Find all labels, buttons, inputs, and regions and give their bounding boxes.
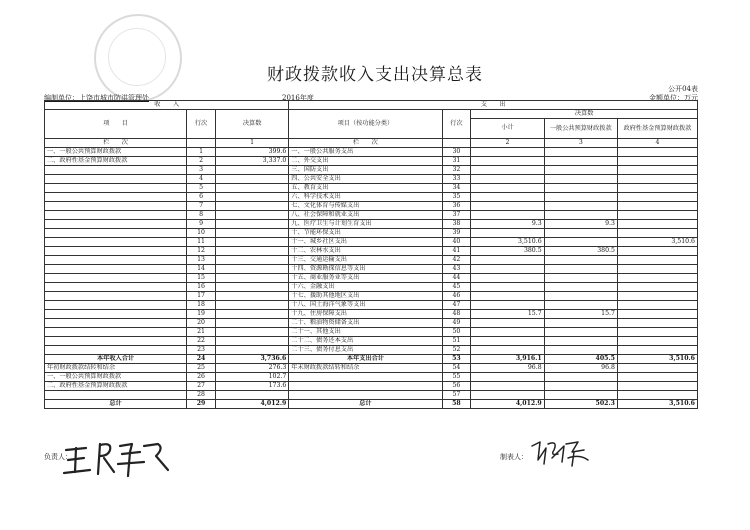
expenditure-line-no-cell: 45	[442, 283, 471, 292]
expenditure-subtotal-cell	[471, 202, 544, 211]
income-line-no-cell: 1	[187, 148, 216, 157]
income-amount-cell	[215, 166, 288, 175]
income-line-no-cell: 23	[187, 346, 216, 355]
expenditure-subtotal-cell	[471, 274, 544, 283]
income-item-header: 项 目	[45, 110, 187, 139]
table-row	[45, 328, 698, 337]
expenditure-line-no-cell: 51	[442, 337, 471, 346]
expenditure-fund-budget-cell	[617, 148, 697, 157]
expenditure-item-cell: 四、公共安全支出	[289, 175, 442, 184]
expenditure-general-budget-cell	[544, 256, 617, 265]
expenditure-general-budget-cell	[544, 337, 617, 346]
summary-table	[44, 100, 698, 409]
income-item-cell: 年初财政拨款结转和结余	[45, 364, 187, 373]
income-amount-cell	[215, 256, 288, 265]
income-amount-cell: 399.6	[215, 148, 288, 157]
expenditure-item-header: 项目（按功能分类）	[289, 110, 442, 139]
expenditure-line-no-cell: 36	[442, 202, 471, 211]
expenditure-fund-budget-cell	[617, 328, 697, 337]
expenditure-line-no-cell: 48	[442, 310, 471, 319]
income-item-cell: 本年收入合计	[45, 355, 187, 364]
income-amount-cell	[215, 283, 288, 292]
expenditure-fund-budget-cell	[617, 283, 697, 292]
table-row	[45, 166, 698, 175]
expenditure-final-amount-header: 决算数	[471, 110, 698, 119]
expenditure-line-no-cell: 54	[442, 364, 471, 373]
official-seal-stamp	[94, 14, 182, 102]
income-item-cell: 二、政府性基金预算财政拨款	[45, 382, 187, 391]
table-row	[45, 274, 698, 283]
income-amount-cell	[215, 274, 288, 283]
income-item-cell	[45, 229, 187, 238]
income-item-cell	[45, 346, 187, 355]
expenditure-line-no-cell: 37	[442, 211, 471, 220]
expenditure-general-budget-cell	[544, 292, 617, 301]
income-item-cell: 一、一般公共预算财政拨款	[45, 148, 187, 157]
expenditure-line-no-cell: 42	[442, 256, 471, 265]
compiling-unit: 编制单位：上饶市城市防洪管理处	[44, 94, 149, 102]
fiscal-year: 2016年度	[282, 94, 314, 102]
expenditure-fund-budget-cell	[617, 184, 697, 193]
expenditure-general-budget-cell	[544, 346, 617, 355]
expenditure-subtotal-cell	[471, 184, 544, 193]
expenditure-fund-budget-cell	[617, 292, 697, 301]
expenditure-item-cell: 十二、农林水支出	[289, 247, 442, 256]
table-row	[45, 319, 698, 328]
income-line-no-cell: 4	[187, 175, 216, 184]
expenditure-item-cell: 三、国防支出	[289, 166, 442, 175]
expenditure-line-no-cell: 53	[442, 355, 471, 364]
expenditure-item-cell: 五、教育支出	[289, 184, 442, 193]
expenditure-general-budget-cell	[544, 229, 617, 238]
expenditure-general-budget-cell	[544, 202, 617, 211]
table-row	[45, 193, 698, 202]
expenditure-fund-budget-cell	[617, 256, 697, 265]
expenditure-fund-budget-cell	[617, 391, 697, 400]
income-line-no-cell: 26	[187, 373, 216, 382]
income-amount-cell: 102.7	[215, 373, 288, 382]
income-line-no-cell: 17	[187, 292, 216, 301]
income-item-cell	[45, 175, 187, 184]
income-line-no-cell: 16	[187, 283, 216, 292]
income-line-no-cell: 8	[187, 211, 216, 220]
expenditure-line-no-cell: 35	[442, 193, 471, 202]
expenditure-line-no-cell: 40	[442, 238, 471, 247]
income-line-no-cell: 13	[187, 256, 216, 265]
expenditure-subtotal-cell	[471, 391, 544, 400]
document-title: 财政拨款收入支出决算总表	[267, 65, 483, 85]
subtotal-header: 小计	[471, 119, 544, 139]
income-line-no-cell: 25	[187, 364, 216, 373]
expenditure-fund-budget-cell	[617, 310, 697, 319]
income-amount-cell: 173.6	[215, 382, 288, 391]
expenditure-fund-budget-cell	[617, 247, 697, 256]
expenditure-general-budget-cell	[544, 238, 617, 247]
income-amount-cell	[215, 346, 288, 355]
income-line-no-cell: 11	[187, 238, 216, 247]
income-amount-cell	[215, 220, 288, 229]
table-row	[45, 184, 698, 193]
expenditure-item-cell: 十四、资源勘探信息等支出	[289, 265, 442, 274]
expenditure-general-budget-cell	[544, 274, 617, 283]
column-number-2: 2	[471, 139, 544, 148]
expenditure-fund-budget-cell: 3,510.6	[617, 400, 697, 409]
expenditure-line-no-cell: 34	[442, 184, 471, 193]
expenditure-general-budget-cell	[544, 382, 617, 391]
expenditure-line-no-cell: 57	[442, 391, 471, 400]
table-row	[45, 202, 698, 211]
income-amount-cell	[215, 265, 288, 274]
responsible-person-label: 负责人：	[44, 453, 72, 461]
income-item-cell: 总计	[45, 400, 187, 409]
expenditure-subtotal-cell: 4,012.9	[471, 400, 544, 409]
expenditure-subtotal-cell	[471, 229, 544, 238]
expenditure-fund-budget-cell	[617, 274, 697, 283]
expenditure-line-no-cell: 52	[442, 346, 471, 355]
table-maker-signature	[528, 438, 592, 468]
expenditure-general-budget-cell	[544, 211, 617, 220]
expenditure-general-budget-cell	[544, 175, 617, 184]
table-row	[45, 238, 698, 247]
income-item-cell	[45, 166, 187, 175]
table-row	[45, 301, 698, 310]
table-maker-label: 制表人：	[500, 453, 528, 461]
expenditure-item-cell: 九、医疗卫生与计划生育支出	[289, 220, 442, 229]
income-amount-cell	[215, 211, 288, 220]
table-row	[45, 400, 698, 409]
expenditure-item-cell: 十七、援助其他地区支出	[289, 292, 442, 301]
expenditure-item-cell: 十九、住房保障支出	[289, 310, 442, 319]
table-row	[45, 364, 698, 373]
expenditure-general-budget-cell	[544, 193, 617, 202]
income-item-cell	[45, 328, 187, 337]
form-code: 公开04表	[668, 85, 698, 93]
income-amount-cell	[215, 193, 288, 202]
expenditure-subtotal-cell: 9.3	[471, 220, 544, 229]
expenditure-line-no-cell: 33	[442, 175, 471, 184]
expenditure-line-no-cell: 43	[442, 265, 471, 274]
income-item-cell	[45, 193, 187, 202]
income-amount-cell	[215, 184, 288, 193]
table-row	[45, 247, 698, 256]
table-row	[45, 355, 698, 364]
income-line-no-cell: 27	[187, 382, 216, 391]
table-row	[45, 265, 698, 274]
expenditure-subtotal-cell	[471, 211, 544, 220]
income-item-cell	[45, 256, 187, 265]
expenditure-item-cell: 一、一般公共服务支出	[289, 148, 442, 157]
income-amount-cell	[215, 319, 288, 328]
expenditure-line-no-cell: 32	[442, 166, 471, 175]
column-number-4: 4	[617, 139, 697, 148]
expenditure-general-budget-cell	[544, 328, 617, 337]
expenditure-fund-budget-cell	[617, 319, 697, 328]
expenditure-line-no-cell: 50	[442, 328, 471, 337]
income-item-cell	[45, 337, 187, 346]
expenditure-item-cell: 十八、国土海洋气象等支出	[289, 301, 442, 310]
expenditure-general-budget-cell	[544, 283, 617, 292]
income-item-cell	[45, 319, 187, 328]
expenditure-general-budget-cell	[544, 166, 617, 175]
income-line-no-cell: 15	[187, 274, 216, 283]
expenditure-item-cell: 二十三、债务付息支出	[289, 346, 442, 355]
expenditure-item-cell: 本年支出合计	[289, 355, 442, 364]
expenditure-subtotal-cell: 15.7	[471, 310, 544, 319]
expenditure-general-budget-cell: 96.8	[544, 364, 617, 373]
expenditure-line-no-cell: 41	[442, 247, 471, 256]
expenditure-subtotal-cell	[471, 301, 544, 310]
column-number-3: 3	[544, 139, 617, 148]
income-item-cell	[45, 265, 187, 274]
expenditure-item-cell: 年末财政拨款结转和结余	[289, 364, 442, 373]
expenditure-fund-budget-cell	[617, 301, 697, 310]
income-amount-cell	[215, 301, 288, 310]
expenditure-line-no-cell: 38	[442, 220, 471, 229]
expenditure-subtotal-cell: 96.8	[471, 364, 544, 373]
expenditure-item-cell: 六、科学技术支出	[289, 193, 442, 202]
expenditure-fund-budget-cell: 3,510.6	[617, 355, 697, 364]
expenditure-section-header: 支 出	[289, 101, 698, 110]
income-amount-cell: 4,012.9	[215, 400, 288, 409]
expenditure-line-no-cell: 44	[442, 274, 471, 283]
expenditure-general-budget-cell	[544, 319, 617, 328]
income-item-cell	[45, 283, 187, 292]
income-line-no-cell: 19	[187, 310, 216, 319]
expenditure-subtotal-cell	[471, 256, 544, 265]
income-section-header: 收 入	[45, 101, 289, 110]
income-line-no-cell: 3	[187, 166, 216, 175]
table-row	[45, 220, 698, 229]
expenditure-general-budget-cell	[544, 184, 617, 193]
income-item-cell	[45, 211, 187, 220]
expenditure-line-no-cell: 58	[442, 400, 471, 409]
income-final-amount-header: 决算数	[215, 110, 288, 139]
income-line-no-cell: 10	[187, 229, 216, 238]
expenditure-item-cell	[289, 373, 442, 382]
expenditure-subtotal-cell	[471, 328, 544, 337]
table-row	[45, 157, 698, 166]
expenditure-fund-budget-cell: 3,510.6	[617, 238, 697, 247]
income-amount-cell	[215, 175, 288, 184]
expenditure-general-budget-cell: 15.7	[544, 310, 617, 319]
expenditure-subtotal-cell	[471, 337, 544, 346]
expenditure-subtotal-cell	[471, 373, 544, 382]
income-column-label: 栏 次	[45, 139, 187, 148]
income-amount-cell: 276.3	[215, 364, 288, 373]
income-item-cell	[45, 274, 187, 283]
income-line-no-cell: 24	[187, 355, 216, 364]
table-row	[45, 211, 698, 220]
income-item-cell: 一、一般公共预算财政拨款	[45, 373, 187, 382]
expenditure-item-cell: 十五、商业服务业等支出	[289, 274, 442, 283]
expenditure-line-no-cell: 39	[442, 229, 471, 238]
expenditure-fund-budget-cell	[617, 265, 697, 274]
income-line-no-cell: 2	[187, 157, 216, 166]
expenditure-item-cell	[289, 391, 442, 400]
income-line-no-cell: 20	[187, 319, 216, 328]
expenditure-item-cell: 十六、金融支出	[289, 283, 442, 292]
income-item-cell	[45, 202, 187, 211]
income-amount-cell	[215, 238, 288, 247]
expenditure-item-cell	[289, 382, 442, 391]
income-item-cell	[45, 301, 187, 310]
income-item-cell	[45, 220, 187, 229]
income-line-no-cell: 9	[187, 220, 216, 229]
table-row	[45, 229, 698, 238]
income-line-no-cell: 29	[187, 400, 216, 409]
table-row	[45, 337, 698, 346]
expenditure-subtotal-cell	[471, 292, 544, 301]
expenditure-line-no-cell: 55	[442, 373, 471, 382]
expenditure-line-no-cell: 56	[442, 382, 471, 391]
expenditure-subtotal-cell	[471, 166, 544, 175]
expenditure-item-cell: 八、社会保障和就业支出	[289, 211, 442, 220]
expenditure-item-cell: 二十、粮油物资储备支出	[289, 319, 442, 328]
expenditure-general-budget-cell	[544, 391, 617, 400]
table-row	[45, 283, 698, 292]
expenditure-subtotal-cell	[471, 148, 544, 157]
expenditure-line-no-header: 行次	[442, 110, 471, 139]
general-budget-header: 一般公共预算财政拨款	[544, 119, 617, 139]
income-line-no-cell: 6	[187, 193, 216, 202]
expenditure-line-no-cell: 30	[442, 148, 471, 157]
income-item-cell	[45, 310, 187, 319]
income-line-no-cell: 14	[187, 265, 216, 274]
income-amount-cell	[215, 247, 288, 256]
income-amount-cell	[215, 229, 288, 238]
income-amount-cell: 3,736.6	[215, 355, 288, 364]
expenditure-subtotal-cell	[471, 319, 544, 328]
expenditure-general-budget-cell	[544, 373, 617, 382]
table-row	[45, 292, 698, 301]
expenditure-fund-budget-cell	[617, 157, 697, 166]
expenditure-subtotal-cell	[471, 157, 544, 166]
money-unit: 金额单位：万元	[649, 94, 698, 102]
income-item-cell	[45, 184, 187, 193]
expenditure-item-cell: 七、文化体育与传媒支出	[289, 202, 442, 211]
income-line-no-cell: 5	[187, 184, 216, 193]
expenditure-item-cell: 总计	[289, 400, 442, 409]
expenditure-general-budget-cell: 9.3	[544, 220, 617, 229]
expenditure-fund-budget-cell	[617, 202, 697, 211]
expenditure-subtotal-cell	[471, 193, 544, 202]
expenditure-fund-budget-cell	[617, 364, 697, 373]
income-amount-cell	[215, 391, 288, 400]
income-line-no-cell: 7	[187, 202, 216, 211]
income-item-cell	[45, 247, 187, 256]
income-line-no-cell: 22	[187, 337, 216, 346]
expenditure-fund-budget-cell	[617, 166, 697, 175]
expenditure-item-cell: 二、外交支出	[289, 157, 442, 166]
expenditure-general-budget-cell	[544, 157, 617, 166]
income-line-no-cell: 12	[187, 247, 216, 256]
income-item-cell	[45, 238, 187, 247]
income-amount-cell: 3,337.0	[215, 157, 288, 166]
table-row	[45, 391, 698, 400]
income-amount-cell	[215, 310, 288, 319]
expenditure-line-no-cell: 47	[442, 301, 471, 310]
table-row	[45, 148, 698, 157]
expenditure-subtotal-cell: 3,510.6	[471, 238, 544, 247]
expenditure-subtotal-cell: 380.5	[471, 247, 544, 256]
expenditure-item-cell: 十三、交通运输支出	[289, 256, 442, 265]
expenditure-subtotal-cell	[471, 265, 544, 274]
income-amount-cell	[215, 202, 288, 211]
income-line-no-cell: 21	[187, 328, 216, 337]
expenditure-fund-budget-cell	[617, 211, 697, 220]
expenditure-fund-budget-cell	[617, 382, 697, 391]
responsible-person-signature	[60, 436, 180, 480]
expenditure-item-cell: 二十二、债务还本支出	[289, 337, 442, 346]
table-row	[45, 373, 698, 382]
expenditure-subtotal-cell	[471, 175, 544, 184]
expenditure-fund-budget-cell	[617, 175, 697, 184]
expenditure-subtotal-cell	[471, 283, 544, 292]
expenditure-fund-budget-cell	[617, 220, 697, 229]
expenditure-fund-budget-cell	[617, 193, 697, 202]
expenditure-fund-budget-cell	[617, 346, 697, 355]
income-line-no-cell: 28	[187, 391, 216, 400]
expenditure-column-label: 栏 次	[289, 139, 442, 148]
income-item-cell	[45, 292, 187, 301]
expenditure-general-budget-cell	[544, 265, 617, 274]
income-amount-cell	[215, 328, 288, 337]
expenditure-item-cell: 十、节能环保支出	[289, 229, 442, 238]
expenditure-subtotal-cell	[471, 346, 544, 355]
table-row	[45, 346, 698, 355]
expenditure-general-budget-cell	[544, 148, 617, 157]
expenditure-line-no-cell: 49	[442, 319, 471, 328]
expenditure-general-budget-cell: 380.5	[544, 247, 617, 256]
income-amount-cell	[215, 292, 288, 301]
expenditure-item-cell: 二十一、其他支出	[289, 328, 442, 337]
income-item-cell: 二、政府性基金预算财政拨款	[45, 157, 187, 166]
expenditure-general-budget-cell: 502.3	[544, 400, 617, 409]
income-amount-cell	[215, 337, 288, 346]
expenditure-line-no-cell: 31	[442, 157, 471, 166]
column-number-1: 1	[215, 139, 288, 148]
table-row	[45, 310, 698, 319]
expenditure-general-budget-cell: 405.5	[544, 355, 617, 364]
expenditure-line-no-cell: 46	[442, 292, 471, 301]
table-row	[45, 256, 698, 265]
expenditure-general-budget-cell	[544, 301, 617, 310]
expenditure-fund-budget-cell	[617, 373, 697, 382]
fund-budget-header: 政府性基金预算财政拨款	[617, 119, 697, 139]
expenditure-fund-budget-cell	[617, 229, 697, 238]
expenditure-subtotal-cell	[471, 382, 544, 391]
table-row	[45, 382, 698, 391]
income-item-cell	[45, 391, 187, 400]
expenditure-item-cell: 十一、城乡社区支出	[289, 238, 442, 247]
income-line-no-cell: 18	[187, 301, 216, 310]
expenditure-fund-budget-cell	[617, 337, 697, 346]
expenditure-subtotal-cell: 3,916.1	[471, 355, 544, 364]
income-line-no-header: 行次	[187, 110, 216, 139]
table-row	[45, 175, 698, 184]
